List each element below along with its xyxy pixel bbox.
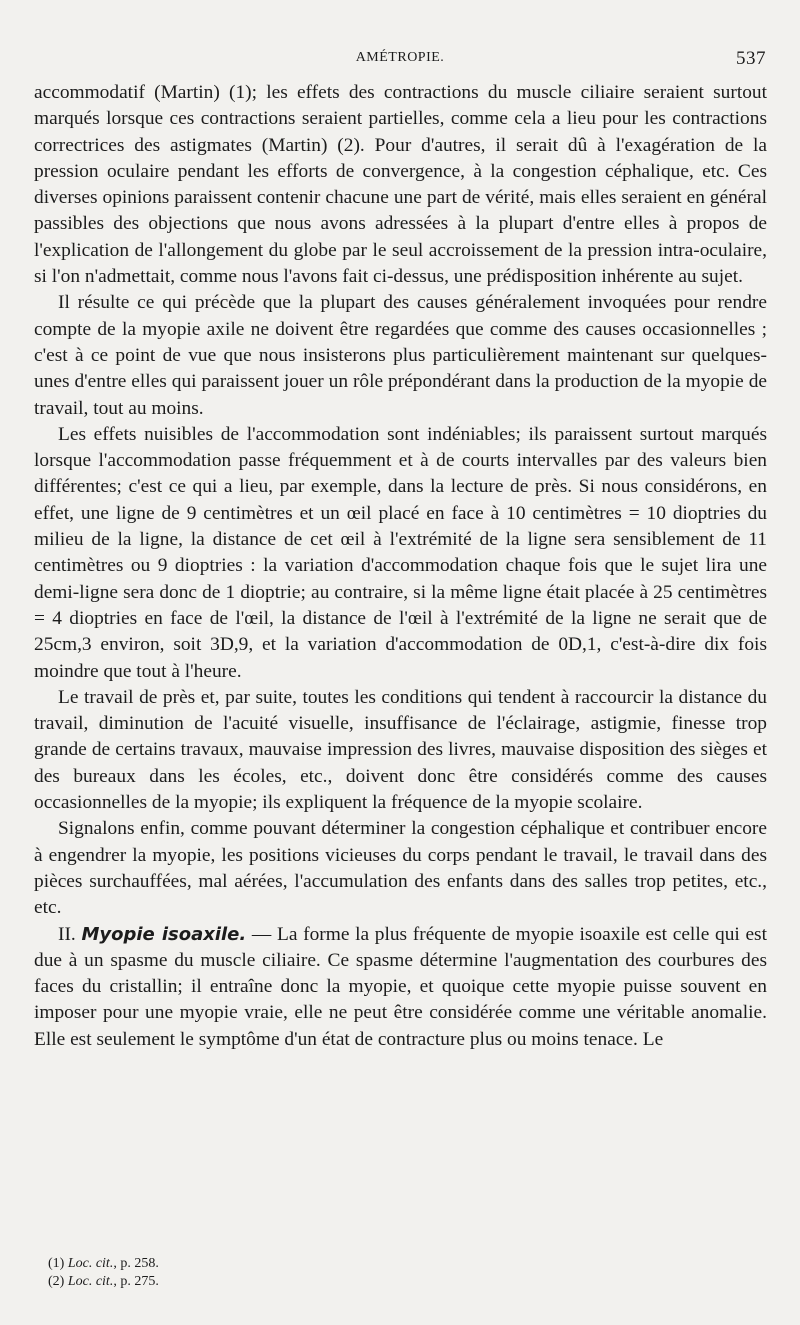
paragraph-5: Signalons enfin, comme pouvant déterminer la congestion céphalique et contribuer encore à engendrer la myopie, les positions vicieuses du corps pendant le travail, le travail dans des pièces surchauffées, mal aérées, l'accumulation des enfants dans des salles trop petites, etc., etc. — [34, 818, 767, 919]
footnotes — [48, 1255, 548, 1291]
section-paragraph — [34, 922, 767, 1053]
paragraph-3: Les effets nuisibles de l'accommodation sont indéniables; ils paraissent surtout marqués lorsque l'accommodation passe fréquemment et à de courts intervalles par des valeurs bien différentes; c'est ce qui a lieu, par exemple, dans la lecture de près. Si nous considérons, en effet, une ligne de 9 centimètres et un œil placé en face à 10 centimètres = 10 dioptries du milieu de la ligne, la distance de cet œil à l'extrémité de la ligne sera sensiblement de 11 centimètres ou 9 dioptries : la variation d'accommodation chaque fois que le sujet lira une demi-ligne sera donc de 1 dioptrie; au contraire, si la même ligne était placée à 25 centimètres = 4 dioptries en face de l'œil, la distance de l'œil à l'extrémité de la ligne ne serait que de 25cm,3 environ, soit 3D,9, et la variation d'accommodation de 0D,1, c'est-à-dire dix fois moindre que tout à l'heure. — [34, 423, 767, 682]
footnote-1: (1) Loc. cit., p. 258. — [48, 1256, 159, 1271]
running-header — [34, 48, 766, 72]
section-text: — La forme la plus fréquente de myopie isoaxile est celle qui est due à un spasme du muscle ciliaire. Ce spasme détermine l'augmentation des courbures des faces du cristallin; il entraîne donc la myopie, et quoique cette myopie puisse souvent en imposer pour une myopie vraie, elle ne peut être considérée comme une véritable anomalie. Elle est seulement le symptôme d'un état de contracture plus ou moins tenace. Le — [34, 923, 767, 1050]
footnote-2: (2) Loc. cit., p. 275. — [48, 1274, 159, 1289]
body-text — [34, 80, 767, 1053]
section-number: II. — [58, 923, 76, 945]
paragraph-2: Il résulte ce qui précède que la plupart des causes généralement invoquées pour rendre compte de la myopie axile ne doivent être regardées que comme des causes occasionnelles ; c'est à ce point de vue que nous insisterons plus particulièrement maintenant sur quelques-unes d'entre elles qui paraissent jouer un rôle prépondérant dans la production de la myopie de travail, tout au moins. — [34, 292, 767, 419]
paragraph-1: accommodatif (Martin) (1); les effets des contractions du muscle ciliaire seraient surtout marqués lorsque ces contractions seraient partielles, comme cela a lieu pour les contractions correctrices des astigmates (Martin) (2). Pour d'autres, il serait dû à l'exagération de la pression oculaire pendant les efforts de convergence, à la congestion céphalique, etc. Ces diverses opinions paraissent contenir chacune une part de vérité, mais elles seraient en général passibles des objections que nous avons adressées à la plupart d'entre elles à propos de l'explication de l'allongement du globe par le seul accroissement de la pression intra-oculaire, si l'on n'admettait, comme nous l'avons fait ci-dessus, une prédisposition inhérente au sujet. — [34, 82, 767, 288]
page-number: 537 — [736, 48, 766, 69]
section-title: Myopie isoaxile. — [81, 923, 247, 945]
running-title: AMÉTROPIE. — [355, 50, 445, 65]
paragraph-4: Le travail de près et, par suite, toutes les conditions qui tendent à raccourcir la distance du travail, diminution de l'acuité visuelle, insuffisance de l'éclairage, astigmie, finesse trop grande de certains travaux, mauvaise impression des livres, mauvaise disposition des sièges et des bureaux dans les écoles, etc., doivent donc être considérés comme des causes occasionnelles de la myopie; ils expliquent la fréquence de la myopie scolaire. — [34, 686, 767, 814]
